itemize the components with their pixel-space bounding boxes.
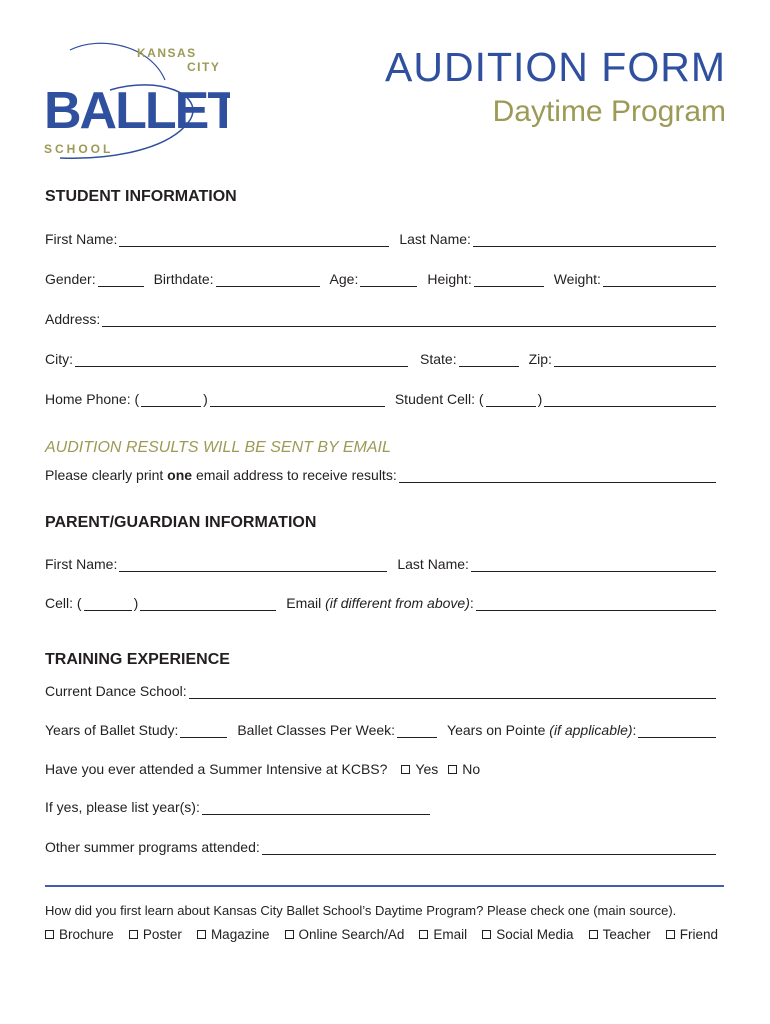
- colon: :: [632, 722, 637, 738]
- address-field[interactable]: [102, 313, 716, 327]
- no-label: No: [462, 761, 481, 777]
- zip-field[interactable]: [554, 353, 716, 367]
- email-pre: Please clearly print: [45, 467, 168, 483]
- option-poster[interactable]: [129, 927, 182, 942]
- checkbox-icon[interactable]: [666, 930, 675, 939]
- paren: ): [203, 391, 208, 407]
- checkbox-icon[interactable]: [419, 930, 428, 939]
- height-label: Height:: [427, 271, 472, 287]
- student-cell-label: Student Cell: (: [394, 391, 484, 407]
- parent-email-text: Email: [286, 595, 326, 611]
- option-label: Social Media: [496, 927, 574, 942]
- student-cell-area-field[interactable]: [486, 393, 536, 407]
- first-name-label: First Name:: [45, 231, 118, 247]
- source-question: How did you first learn about Kansas City Ballet School’s Daytime Program? Please check one (main source).: [45, 903, 677, 918]
- checkbox-icon[interactable]: [401, 765, 410, 774]
- pointe-label: [447, 722, 636, 738]
- yes-label: Yes: [415, 761, 439, 777]
- other-programs-row: [45, 837, 718, 855]
- option-magazine[interactable]: [197, 927, 270, 942]
- option-label: Email: [433, 927, 468, 942]
- checkbox-icon[interactable]: [129, 930, 138, 939]
- zip-label: Zip:: [528, 351, 552, 367]
- pointe-field[interactable]: [638, 724, 716, 738]
- list-years-field[interactable]: [202, 801, 430, 815]
- first-name-field[interactable]: [119, 233, 389, 247]
- option-label: Friend: [679, 927, 718, 942]
- age-field[interactable]: [360, 273, 417, 287]
- dance-school-label: Current Dance School:: [45, 683, 187, 699]
- dance-school-field[interactable]: [189, 685, 716, 699]
- city-field[interactable]: [75, 353, 408, 367]
- list-years-row: [45, 797, 432, 815]
- svg-text:SCHOOL: SCHOOL: [44, 142, 114, 156]
- parent-first-name-field[interactable]: [119, 558, 387, 572]
- email-instruction: [45, 467, 397, 483]
- parent-last-name-label: Last Name:: [397, 556, 469, 572]
- years-study-field[interactable]: [180, 724, 227, 738]
- other-programs-field[interactable]: [262, 841, 716, 855]
- colon: :: [469, 595, 474, 611]
- checkbox-icon[interactable]: [45, 930, 54, 939]
- gender-label: Gender:: [45, 271, 96, 287]
- parent-first-name-label: First Name:: [45, 556, 118, 572]
- training-section-heading: TRAINING EXPERIENCE: [45, 651, 230, 668]
- option-brochure[interactable]: [45, 927, 114, 942]
- state-field[interactable]: [459, 353, 519, 367]
- home-phone-field[interactable]: [210, 393, 385, 407]
- city-label: City:: [45, 351, 73, 367]
- student-name-row: [45, 229, 718, 247]
- kcbs-logo: [40, 40, 230, 160]
- svg-text:BALLET: BALLET: [44, 82, 230, 140]
- city-row: [45, 349, 718, 367]
- checkbox-icon[interactable]: [482, 930, 491, 939]
- checkbox-icon[interactable]: [285, 930, 294, 939]
- parent-last-name-field[interactable]: [471, 558, 716, 572]
- years-study-label: Years of Ballet Study:: [45, 722, 179, 738]
- checkbox-icon[interactable]: [589, 930, 598, 939]
- student-cell-field[interactable]: [544, 393, 716, 407]
- parent-email-label: [286, 595, 474, 611]
- home-phone-label: Home Phone: (: [45, 391, 140, 407]
- intensive-yes-option[interactable]: [401, 761, 438, 777]
- list-years-label: If yes, please list year(s):: [45, 799, 200, 815]
- intensive-no-option[interactable]: [448, 761, 480, 777]
- email-row: [45, 465, 718, 483]
- other-programs-label: Other summer programs attended:: [45, 839, 260, 855]
- parent-cell-field[interactable]: [140, 597, 276, 611]
- ballet-study-row: [45, 720, 718, 738]
- intensive-row: [45, 759, 718, 777]
- last-name-field[interactable]: [473, 233, 716, 247]
- gender-field[interactable]: [98, 273, 144, 287]
- parent-cell-area-field[interactable]: [84, 597, 132, 611]
- age-label: Age:: [329, 271, 359, 287]
- height-field[interactable]: [474, 273, 544, 287]
- birthdate-label: Birthdate:: [153, 271, 214, 287]
- option-label: Poster: [142, 927, 182, 942]
- parent-cell-label: Cell: (: [45, 595, 82, 611]
- parent-contact-row: [45, 593, 718, 611]
- option-social-media[interactable]: [482, 927, 573, 942]
- state-label: State:: [420, 351, 457, 367]
- weight-field[interactable]: [603, 273, 716, 287]
- email-bold: one: [167, 467, 193, 483]
- option-label: Teacher: [602, 927, 651, 942]
- svg-text:KANSAS: KANSAS: [137, 46, 197, 60]
- birthdate-field[interactable]: [216, 273, 320, 287]
- source-options: [45, 927, 718, 942]
- section-divider: [45, 885, 724, 887]
- form-subtitle: Daytime Program: [492, 95, 726, 128]
- student-section-heading: STUDENT INFORMATION: [45, 188, 237, 205]
- option-friend[interactable]: [666, 927, 718, 942]
- email-post: email address to receive results:: [192, 467, 397, 483]
- option-label: Magazine: [210, 927, 270, 942]
- parent-email-field[interactable]: [476, 597, 716, 611]
- option-online-search[interactable]: [285, 927, 405, 942]
- pointe-text: Years on Pointe: [447, 722, 550, 738]
- option-label: Online Search/Ad: [298, 927, 405, 942]
- option-label: Brochure: [59, 927, 114, 942]
- paren: ): [133, 595, 139, 611]
- checkbox-icon[interactable]: [448, 765, 457, 774]
- email-section-heading: AUDITION RESULTS WILL BE SENT BY EMAIL: [45, 439, 391, 456]
- weight-label: Weight:: [553, 271, 601, 287]
- results-email-field[interactable]: [399, 469, 716, 483]
- address-label: Address:: [45, 311, 101, 327]
- address-row: [45, 309, 718, 327]
- parent-email-note: (if different from above): [325, 595, 470, 611]
- student-details-row: [45, 269, 718, 287]
- parent-name-row: [45, 554, 718, 572]
- last-name-label: Last Name:: [399, 231, 471, 247]
- parent-section-heading: PARENT/GUARDIAN INFORMATION: [45, 514, 317, 531]
- option-email[interactable]: [419, 927, 467, 942]
- classes-week-field[interactable]: [397, 724, 437, 738]
- classes-week-label: Ballet Classes Per Week:: [237, 722, 396, 738]
- home-phone-area-field[interactable]: [141, 393, 201, 407]
- form-title: AUDITION FORM: [385, 44, 726, 90]
- intensive-question: Have you ever attended a Summer Intensive at KCBS?: [45, 761, 388, 777]
- option-teacher[interactable]: [589, 927, 651, 942]
- paren: ): [537, 391, 543, 407]
- dance-school-row: [45, 681, 718, 699]
- pointe-note: (if applicable): [549, 722, 633, 738]
- svg-text:CITY: CITY: [187, 60, 221, 74]
- phone-row: [45, 389, 718, 407]
- checkbox-icon[interactable]: [197, 930, 206, 939]
